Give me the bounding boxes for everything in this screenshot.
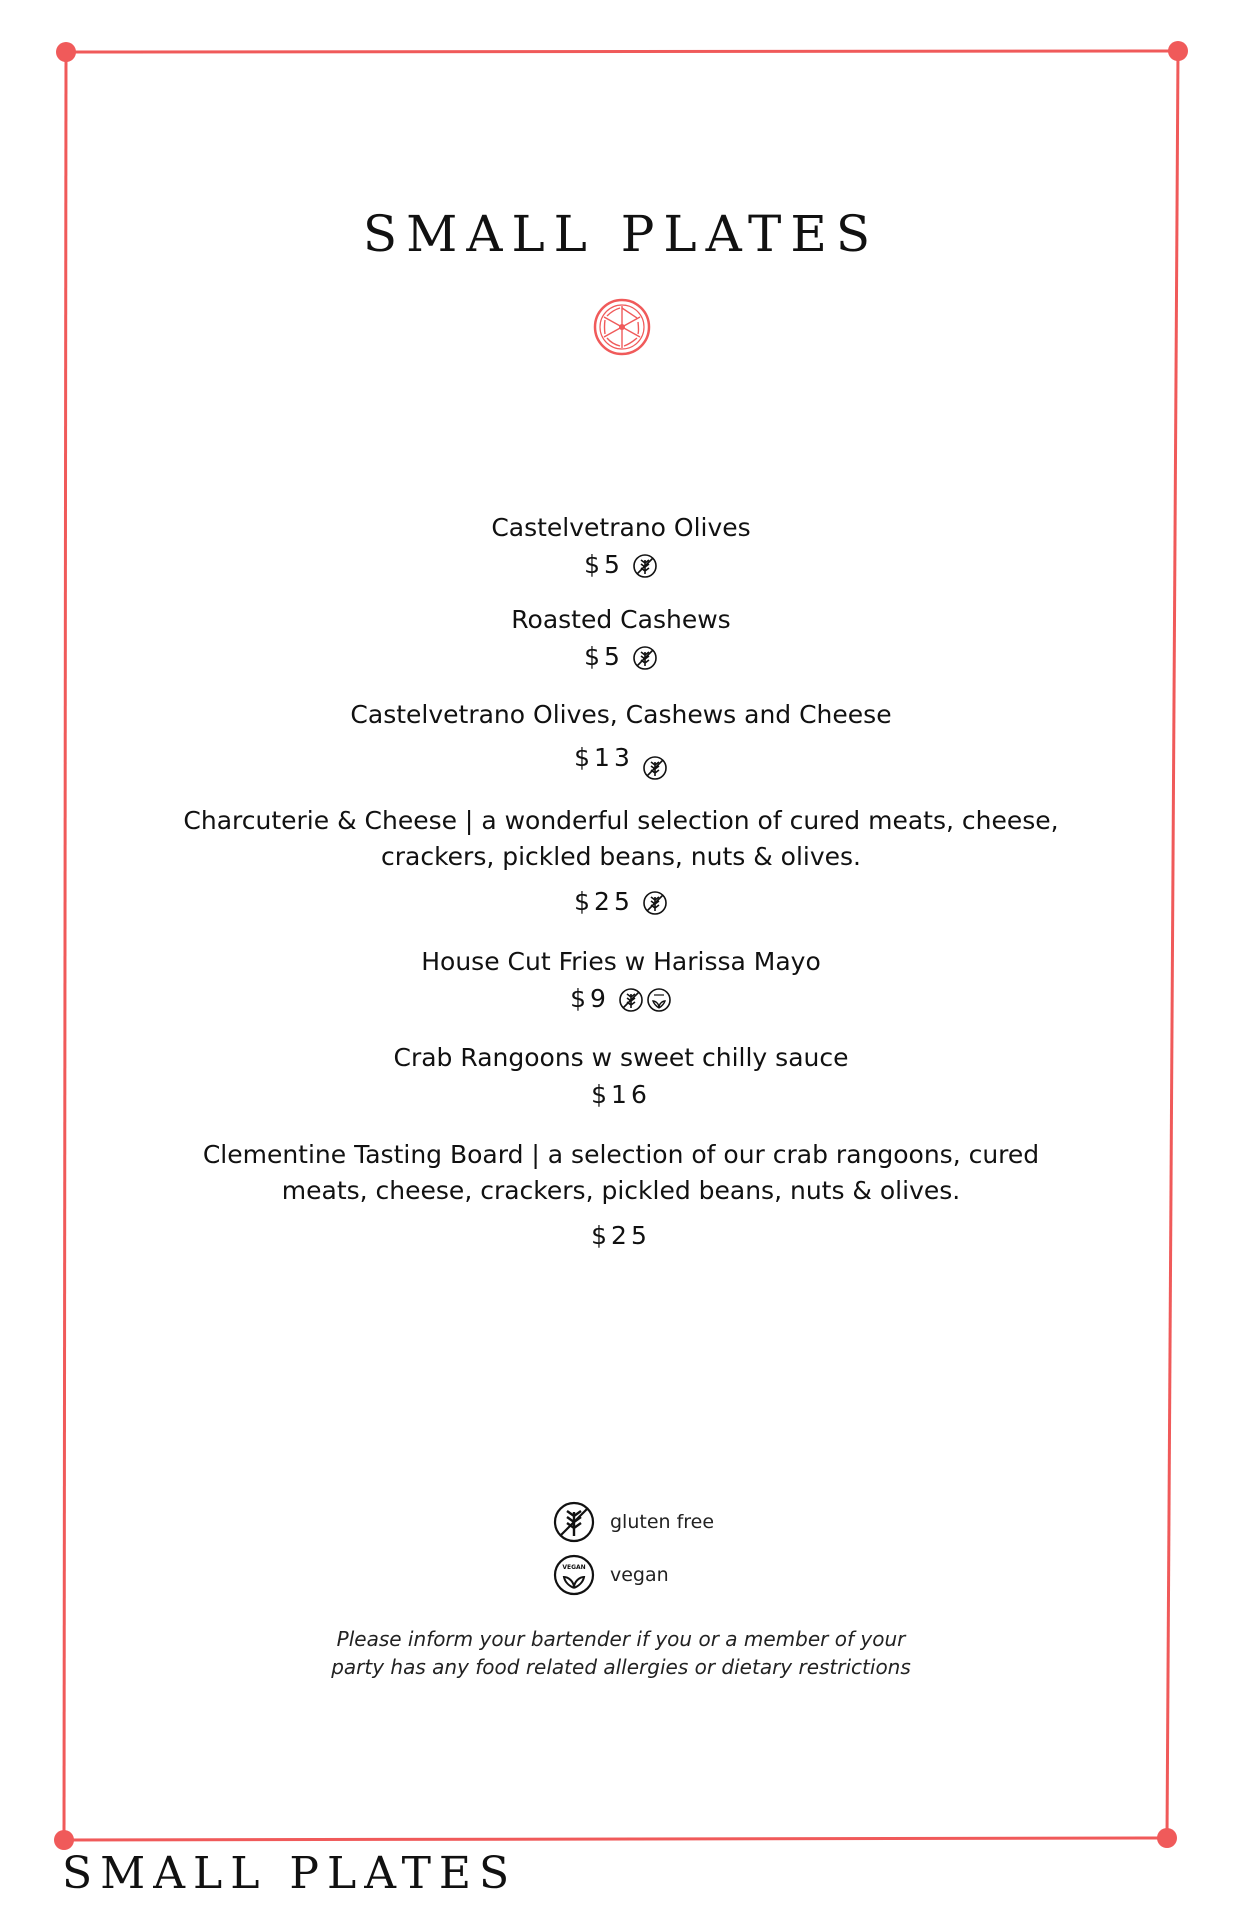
- allergy-note: Please inform your bartender if you or a member of your party has any food related allergies or dietary restrictions: [331, 1627, 911, 1679]
- gluten-free-icon: [632, 645, 658, 671]
- vegan-icon: [552, 1553, 596, 1597]
- menu-item: [150, 510, 1092, 584]
- menu-item: [150, 1137, 1092, 1255]
- menu-item: [150, 1040, 1092, 1114]
- gluten-free-icon: [642, 755, 668, 781]
- frame-corner-dot: [1168, 41, 1188, 61]
- legend-label: gluten free: [610, 1511, 715, 1533]
- legend-gluten-free: [552, 1500, 714, 1544]
- item-name: Charcuterie & Cheese | a wonderful selection of cured meats, cheese, crackers, pickled beans, nuts & olives.: [183, 806, 1059, 871]
- item-price: $16: [591, 1080, 651, 1109]
- legend-vegan: [552, 1553, 669, 1597]
- vegan-badge-text: VEGAN: [562, 1564, 586, 1571]
- gluten-free-icon: [552, 1500, 596, 1544]
- item-price: $13: [574, 743, 634, 772]
- item-price: $5: [584, 642, 624, 671]
- vegan-icon: [646, 987, 672, 1013]
- page-title: SMALL PLATES: [362, 205, 880, 263]
- frame-corner-dot: [1157, 1828, 1177, 1848]
- menu-item: [150, 803, 1092, 921]
- item-price: $5: [584, 550, 624, 579]
- item-price: $9: [570, 984, 610, 1013]
- citrus-slice-icon: [593, 298, 651, 356]
- gluten-free-icon: [632, 553, 658, 579]
- menu-item: [150, 602, 1092, 676]
- menu-item: [150, 944, 1092, 1018]
- item-name: House Cut Fries w Harissa Mayo: [421, 947, 821, 976]
- footer-title: SMALL PLATES: [62, 1848, 518, 1899]
- gluten-free-icon: [642, 890, 668, 916]
- legend-label: vegan: [610, 1564, 669, 1586]
- frame-corner-dot: [54, 1830, 74, 1850]
- menu-item: [150, 697, 1092, 775]
- item-name: Castelvetrano Olives, Cashews and Cheese: [350, 700, 892, 729]
- item-name: Roasted Cashews: [511, 605, 731, 634]
- item-name: Clementine Tasting Board | a selection of our crab rangoons, cured meats, cheese, crackers, pickled beans, nuts & olives.: [202, 1140, 1040, 1205]
- frame-corner-dot: [56, 42, 76, 62]
- item-price: $25: [591, 1221, 651, 1250]
- gluten-free-icon: [618, 987, 644, 1013]
- item-name: Castelvetrano Olives: [491, 513, 751, 542]
- item-name: Crab Rangoons w sweet chilly sauce: [393, 1043, 849, 1072]
- item-price: $25: [574, 887, 634, 916]
